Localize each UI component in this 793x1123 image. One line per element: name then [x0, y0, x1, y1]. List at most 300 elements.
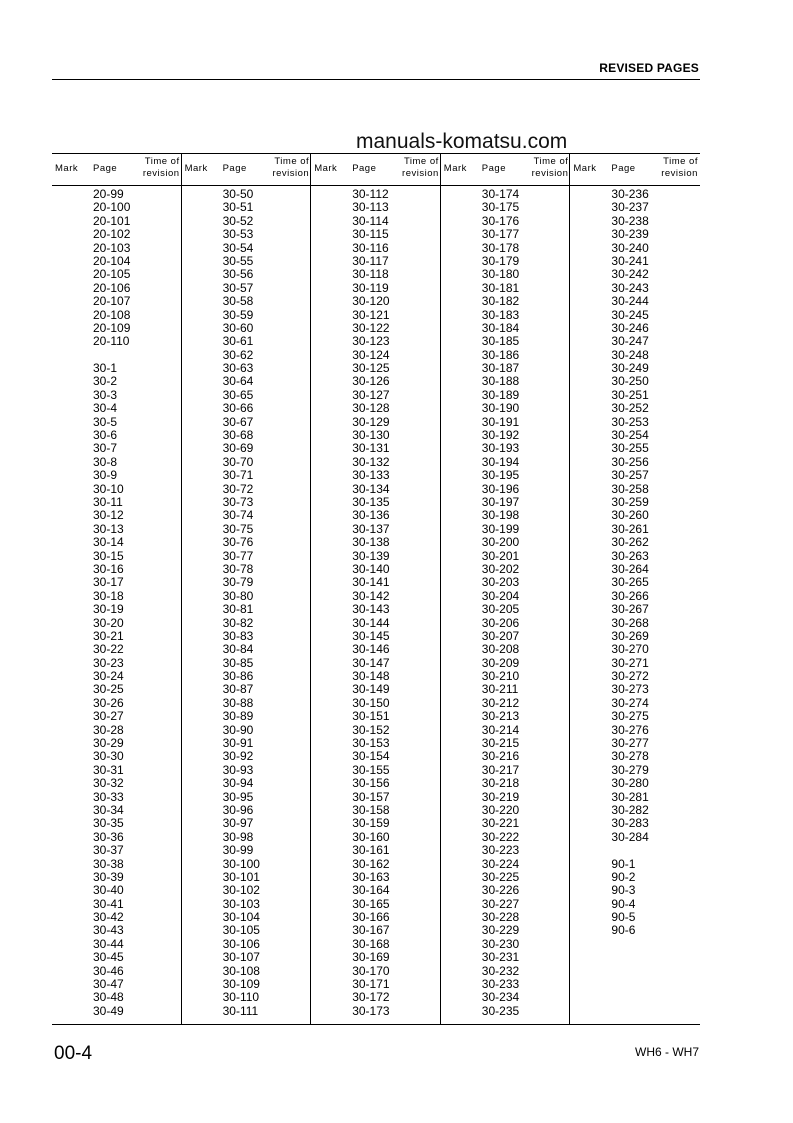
page-entry: 30-41 [93, 896, 124, 911]
page-entry: 30-100 [222, 856, 260, 871]
page-entry: 30-17 [93, 575, 124, 590]
page-entry: 30-78 [222, 561, 254, 576]
page-entry: 30-200 [481, 535, 520, 550]
page-entry: 30-262 [611, 535, 649, 550]
page-entry: 30-127 [352, 387, 390, 402]
page-entry: 30-60 [222, 320, 254, 335]
page-entry: 30-75 [222, 521, 254, 536]
mark-header: Mark [55, 163, 79, 174]
page-entry: 30-196 [481, 481, 520, 496]
time-of-revision-header [272, 156, 309, 180]
time-header-line2: revision [531, 168, 569, 179]
page-entry: 30-49 [93, 1003, 124, 1018]
page-entry: 30-66 [222, 401, 254, 416]
page-entry: 30-142 [352, 588, 390, 603]
page-entry: 30-254 [611, 428, 649, 443]
page-entry: 30-84 [222, 642, 254, 657]
page-entry: 30-220 [481, 802, 520, 817]
page-entry: 30-154 [352, 749, 390, 764]
page-entry: 30-34 [93, 802, 124, 817]
page-entry: 30-228 [481, 910, 520, 925]
page-entry: 30-134 [352, 481, 390, 496]
page-entry: 30-110 [222, 990, 260, 1005]
page-entry: 30-125 [352, 361, 390, 376]
page-entry: 30-65 [222, 387, 254, 402]
page-entry: 30-153 [352, 736, 390, 751]
page-entry: 30-180 [481, 267, 520, 282]
page-list [223, 188, 260, 1018]
page-entry: 30-251 [611, 387, 649, 402]
page-entry: 30-279 [611, 762, 649, 777]
page-entry: 30-265 [611, 575, 649, 590]
page-entry: 30-9 [93, 468, 118, 483]
page-entry: 30-14 [93, 535, 124, 550]
page-entry: 30-39 [93, 869, 124, 884]
page-entry: 30-122 [352, 320, 390, 335]
page-entry: 30-120 [352, 294, 390, 309]
page-entry: 30-235 [481, 1003, 520, 1018]
time-of-revision-header [532, 156, 569, 180]
page-entry: 30-193 [481, 441, 520, 456]
page-entry: 30-95 [222, 789, 254, 804]
page-entry: 30-232 [481, 963, 520, 978]
time-header-line2: revision [402, 168, 439, 179]
page-entry: 30-225 [481, 869, 520, 884]
page-entry: 30-31 [93, 762, 124, 777]
page-entry: 30-264 [611, 561, 649, 576]
page-entry: 30-25 [93, 682, 124, 697]
page-entry: 30-24 [93, 669, 124, 684]
page-header: Page [352, 163, 377, 174]
page-entry: 30-107 [222, 950, 260, 965]
page-entry: 30-172 [352, 990, 390, 1005]
page-entry: 30-102 [222, 883, 260, 898]
page-entry: 30-227 [481, 896, 520, 911]
page-entry: 30-164 [352, 883, 390, 898]
page-entry: 30-267 [611, 602, 649, 617]
page-entry: 30-215 [481, 736, 520, 751]
page-entry: 30-105 [222, 923, 260, 938]
page-entry: 30-199 [481, 521, 520, 536]
page-entry: 30-57 [222, 280, 254, 295]
page-entry: 30-113 [352, 200, 389, 215]
page-entry: 30-280 [611, 776, 649, 791]
page-entry: 30-212 [481, 695, 520, 710]
page-entry: 30-250 [611, 374, 649, 389]
mark-header: Mark [573, 163, 597, 174]
page-entry: 30-174 [481, 187, 520, 201]
page-entry: 30-248 [611, 347, 649, 362]
page-entry: 90-3 [611, 883, 636, 898]
page-header: Page [611, 163, 636, 174]
page-entry: 30-3 [93, 387, 118, 402]
page-entry: 30-260 [611, 508, 649, 523]
time-header-line2: revision [272, 168, 310, 179]
page-entry: 30-109 [222, 977, 260, 992]
page-entry: 30-18 [93, 588, 124, 603]
page-entry: 30-6 [93, 428, 118, 443]
page-entry: 30-277 [611, 736, 649, 751]
page-entry: 90-2 [611, 869, 636, 884]
page-entry: 30-246 [611, 320, 649, 335]
page-entry: 30-272 [611, 669, 649, 684]
page-entry: 30-121 [352, 307, 390, 322]
page-entry: 30-159 [352, 816, 390, 831]
page-entry: 30-167 [352, 923, 390, 938]
page-entry: 30-150 [352, 695, 390, 710]
page-number: 00-4 [54, 1043, 93, 1064]
page-entry: 90-6 [611, 923, 636, 938]
page-entry: 30-148 [352, 669, 390, 684]
page-entry: 30-230 [481, 936, 520, 951]
page-entry: 30-282 [611, 802, 649, 817]
page-entry: 30-55 [222, 253, 254, 268]
page-header-title: REVISED PAGES [599, 61, 699, 75]
page-entry: 30-206 [481, 615, 520, 630]
page-entry: 20-99 [93, 187, 124, 201]
page-entry: 30-51 [222, 200, 254, 215]
page-entry: 30-33 [93, 789, 124, 804]
page-entry: 30-126 [352, 374, 390, 389]
page-entry: 30-158 [352, 802, 390, 817]
page-entry: 30-137 [352, 521, 390, 536]
page-entry: 30-204 [481, 588, 520, 603]
page-entry: 30-229 [481, 923, 520, 938]
page-entry: 30-183 [481, 307, 520, 322]
page-entry [611, 844, 648, 857]
page-entry: 30-217 [481, 762, 520, 777]
column-group [569, 154, 700, 1024]
page-entry: 20-104 [93, 253, 131, 268]
page-list [352, 188, 389, 1018]
page-entry: 30-163 [352, 869, 390, 884]
page-entry: 30-269 [611, 628, 649, 643]
page-entry: 30-13 [93, 521, 124, 536]
page-entry: 30-255 [611, 441, 649, 456]
page-entry: 30-149 [352, 682, 390, 697]
page-header: Page [481, 163, 506, 174]
page-entry: 30-131 [352, 441, 390, 456]
page-entry: 30-118 [352, 267, 389, 282]
time-header-line2: revision [661, 168, 698, 179]
page-entry: 30-247 [611, 334, 649, 349]
page-entry: 30-197 [481, 494, 520, 509]
page-entry: 30-166 [352, 910, 390, 925]
page-entry: 30-211 [481, 682, 519, 697]
page-entry: 30-241 [611, 253, 649, 268]
page-entry: 30-47 [93, 977, 124, 992]
page-entry: 30-99 [222, 843, 254, 858]
page-entry: 30-185 [481, 334, 520, 349]
page-entry: 30-1 [93, 361, 118, 376]
page-entry: 30-23 [93, 655, 124, 670]
page-entry: 30-77 [222, 548, 254, 563]
page-entry: 30-198 [481, 508, 520, 523]
page-entry: 30-58 [222, 294, 254, 309]
mark-header: Mark [184, 163, 208, 174]
page-entry: 30-124 [352, 347, 390, 362]
page-entry: 30-74 [222, 508, 254, 523]
page-entry: 30-7 [93, 441, 118, 456]
page-entry: 30-178 [481, 240, 520, 255]
page-entry: 30-36 [93, 829, 124, 844]
page-entry: 30-4 [93, 401, 118, 416]
page-entry: 30-168 [352, 936, 390, 951]
page-entry: 30-207 [481, 628, 520, 643]
page-entry: 30-144 [352, 615, 390, 630]
page-entry: 30-270 [611, 642, 649, 657]
page-entry: 30-216 [481, 749, 520, 764]
time-of-revision-header [661, 156, 698, 180]
page-entry: 30-135 [352, 494, 390, 509]
page-entry: 30-188 [481, 374, 520, 389]
page-entry: 30-221 [481, 816, 520, 831]
page-entry: 30-37 [93, 843, 124, 858]
page-entry: 20-100 [93, 200, 131, 215]
page-entry: 30-208 [481, 642, 520, 657]
page-entry: 30-190 [481, 401, 520, 416]
page-entry: 30-176 [481, 213, 520, 228]
page-entry: 20-101 [93, 213, 131, 228]
page-entry: 30-10 [93, 481, 124, 496]
page-entry: 30-45 [93, 950, 124, 965]
page-entry: 30-205 [481, 602, 520, 617]
column-group [181, 154, 312, 1024]
page-entry: 30-72 [222, 481, 254, 496]
page-entry: 30-240 [611, 240, 649, 255]
page-entry: 20-109 [93, 320, 131, 335]
page-entry: 30-86 [222, 669, 254, 684]
page-entry: 30-2 [93, 374, 118, 389]
page-entry: 30-243 [611, 280, 649, 295]
page-entry: 30-151 [352, 709, 390, 724]
page-entry: 30-70 [222, 454, 254, 469]
page-entry: 30-155 [352, 762, 390, 777]
page-entry: 30-226 [481, 883, 520, 898]
page-entry: 30-187 [481, 361, 520, 376]
page-entry: 30-189 [481, 387, 520, 402]
page-entry: 30-162 [352, 856, 390, 871]
page-entry: 30-129 [352, 414, 390, 429]
page-entry: 30-21 [93, 628, 124, 643]
page-entry: 30-165 [352, 896, 390, 911]
page-entry: 90-5 [611, 910, 636, 925]
page-entry: 30-169 [352, 950, 390, 965]
page-entry: 30-69 [222, 441, 254, 456]
page-list [482, 188, 519, 1018]
page-entry: 30-171 [352, 977, 390, 992]
page-entry: 30-32 [93, 776, 124, 791]
page-entry: 30-242 [611, 267, 649, 282]
page-entry: 30-71 [222, 468, 254, 483]
page-entry: 30-210 [481, 669, 520, 684]
page-entry: 30-179 [481, 253, 520, 268]
page-entry: 30-90 [222, 722, 254, 737]
page-entry: 30-28 [93, 722, 124, 737]
page-entry: 30-101 [222, 869, 260, 884]
page-entry: 30-258 [611, 481, 649, 496]
revised-pages-table [52, 153, 700, 1025]
page-entry: 30-192 [481, 428, 520, 443]
page-entry: 30-48 [93, 990, 124, 1005]
page-entry: 30-106 [222, 936, 260, 951]
watermark: manuals-komatsu.com [356, 130, 568, 153]
page-entry: 30-96 [222, 802, 254, 817]
page-entry: 30-141 [352, 575, 390, 590]
page-entry: 30-63 [222, 361, 254, 376]
page-entry: 30-276 [611, 722, 649, 737]
page-entry: 30-244 [611, 294, 649, 309]
page-entry: 30-119 [352, 280, 389, 295]
page-entry: 30-54 [222, 240, 254, 255]
page-entry: 30-145 [352, 628, 390, 643]
page-entry: 30-273 [611, 682, 649, 697]
page-entry: 30-266 [611, 588, 649, 603]
page-entry: 30-252 [611, 401, 649, 416]
page-entry: 30-184 [481, 320, 520, 335]
page-entry: 30-257 [611, 468, 649, 483]
page-entry: 30-35 [93, 816, 124, 831]
page-entry: 30-239 [611, 227, 649, 242]
page-entry: 30-143 [352, 602, 390, 617]
page-entry: 30-238 [611, 213, 649, 228]
page-entry: 30-115 [352, 227, 389, 242]
page-entry: 30-263 [611, 548, 649, 563]
time-header-line1: Time of [533, 156, 569, 167]
page-entry: 30-152 [352, 722, 390, 737]
page-entry: 30-76 [222, 535, 254, 550]
page-entry: 30-91 [222, 736, 254, 751]
page-entry: 30-42 [93, 910, 124, 925]
page-entry: 30-27 [93, 709, 124, 724]
page-entry: 30-139 [352, 548, 390, 563]
page-entry: 30-108 [222, 963, 260, 978]
page-entry: 20-106 [93, 280, 131, 295]
page-entry: 30-186 [481, 347, 520, 362]
page-entry: 90-1 [611, 856, 636, 871]
page-entry: 30-26 [93, 695, 124, 710]
page-entry: 20-110 [93, 334, 130, 349]
page-entry: 30-146 [352, 642, 390, 657]
page-entry: 30-213 [481, 709, 520, 724]
page-list [611, 188, 648, 938]
page-entry: 30-123 [352, 334, 390, 349]
page-entry: 30-249 [611, 361, 649, 376]
page-entry: 30-234 [481, 990, 520, 1005]
page-entry: 20-103 [93, 240, 131, 255]
page-entry: 30-20 [93, 615, 124, 630]
page-entry: 30-274 [611, 695, 649, 710]
page-entry: 30-231 [481, 950, 520, 965]
page-entry: 30-116 [352, 240, 389, 255]
page-entry: 30-62 [222, 347, 254, 362]
page-entry: 30-160 [352, 829, 390, 844]
page-entry: 30-83 [222, 628, 254, 643]
page-entry: 30-87 [222, 682, 254, 697]
page-entry: 30-19 [93, 602, 124, 617]
page-entry: 30-201 [481, 548, 520, 563]
page-entry: 30-46 [93, 963, 124, 978]
page-entry: 30-8 [93, 454, 118, 469]
page-entry: 20-108 [93, 307, 131, 322]
time-header-line1: Time of [663, 156, 698, 167]
page-entry: 30-67 [222, 414, 254, 429]
page-entry: 30-98 [222, 829, 254, 844]
page-entry: 30-30 [93, 749, 124, 764]
page-entry: 30-156 [352, 776, 390, 791]
page-entry: 30-202 [481, 561, 520, 576]
time-header-line1: Time of [144, 156, 180, 167]
page-entry: 30-56 [222, 267, 254, 282]
mark-header: Mark [443, 163, 467, 174]
column-group [310, 154, 441, 1024]
page-header: Page [93, 163, 118, 174]
page-entry: 30-283 [611, 816, 649, 831]
page-entry: 30-53 [222, 227, 254, 242]
page-entry: 30-253 [611, 414, 649, 429]
time-header-line2: revision [142, 168, 180, 179]
page-entry: 30-68 [222, 428, 254, 443]
page-entry: 30-12 [93, 508, 124, 523]
page-entry: 30-275 [611, 709, 649, 724]
page-entry: 30-16 [93, 561, 124, 576]
page-entry: 20-105 [93, 267, 131, 282]
page-entry: 30-64 [222, 374, 254, 389]
page-entry: 30-15 [93, 548, 124, 563]
page-entry: 30-112 [352, 187, 389, 201]
page-entry: 30-223 [481, 843, 520, 858]
page-entry: 30-222 [481, 829, 520, 844]
header-rule [52, 79, 700, 80]
page-entry: 30-22 [93, 642, 124, 657]
page-entry: 30-111 [222, 1003, 259, 1018]
page-entry: 30-130 [352, 428, 390, 443]
page-entry: 30-94 [222, 776, 254, 791]
page-entry: 30-80 [222, 588, 254, 603]
page-entry: 30-209 [481, 655, 520, 670]
column-group [440, 154, 571, 1024]
page-entry: 30-114 [352, 213, 389, 228]
page-entry: 30-268 [611, 615, 649, 630]
column-group [52, 154, 182, 1024]
page-entry: 30-278 [611, 749, 649, 764]
page-entry: 30-133 [352, 468, 390, 483]
page-entry: 30-93 [222, 762, 254, 777]
page-entry: 20-102 [93, 227, 131, 242]
page-entry: 30-128 [352, 401, 390, 416]
page-entry: 30-157 [352, 789, 390, 804]
page-entry: 30-5 [93, 414, 118, 429]
page-entry: 30-271 [611, 655, 649, 670]
page-entry: 30-203 [481, 575, 520, 590]
page-entry: 30-29 [93, 736, 124, 751]
page-entry: 30-170 [352, 963, 390, 978]
page-entry: 30-50 [222, 187, 254, 201]
page-entry: 30-281 [611, 789, 649, 804]
time-of-revision-header [143, 156, 180, 180]
page-entry: 30-85 [222, 655, 254, 670]
page-entry: 30-136 [352, 508, 390, 523]
page-entry [93, 349, 130, 362]
page-entry: 30-61 [222, 334, 254, 349]
page-entry: 30-88 [222, 695, 254, 710]
page-entry: 30-194 [481, 454, 520, 469]
page-entry: 30-256 [611, 454, 649, 469]
page-entry: 30-177 [481, 227, 520, 242]
page-entry: 30-140 [352, 561, 390, 576]
page-entry: 30-59 [222, 307, 254, 322]
page-entry: 30-224 [481, 856, 520, 871]
